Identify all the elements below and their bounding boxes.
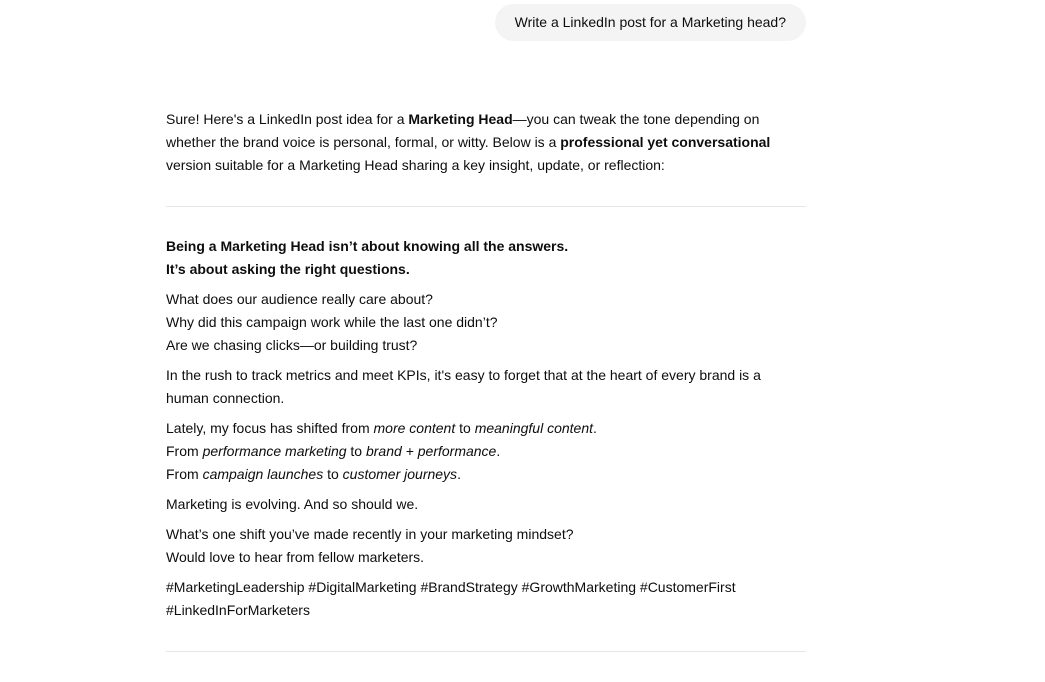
- text-run: From: [166, 466, 203, 482]
- evolving-paragraph: Marketing is evolving. And so should we.: [166, 496, 419, 512]
- intro-paragraph: [166, 108, 806, 177]
- bold-text-run: Being a Marketing Head isn’t about knowing all the answers.: [166, 238, 569, 254]
- text-run: version suitable for a Marketing Head sharing a key insight, update, or reflection:: [166, 157, 665, 173]
- kpi-paragraph: In the rush to track metrics and meet KPIs, it's easy to forget that at the heart of every brand is a human connection.: [166, 367, 761, 406]
- cta-paragraph: [166, 523, 806, 569]
- shifts-paragraph: [166, 417, 806, 486]
- text-run: —you can tweak the tone depending on whether the brand voice is personal, formal, or witty. Below is a: [166, 111, 760, 150]
- text-run: What does our audience really care about?: [166, 291, 433, 307]
- assistant-message: [166, 108, 806, 652]
- italic-text-run: meaningful content: [474, 420, 593, 436]
- text-run: Sure! Here's a LinkedIn post idea for a: [166, 111, 409, 127]
- italic-text-run: campaign launches: [202, 466, 324, 482]
- text-run: to: [346, 443, 366, 459]
- divider-top: [166, 206, 806, 207]
- text-run: Lately, my focus has shifted from: [166, 420, 374, 436]
- bold-text-run: Marketing Head: [408, 111, 513, 127]
- italic-text-run: brand + performance: [365, 443, 497, 459]
- bold-text-run: It’s about asking the right questions.: [166, 261, 410, 277]
- text-run: .: [593, 420, 597, 436]
- text-run: From: [166, 443, 203, 459]
- divider-bottom: [166, 651, 806, 652]
- user-message-row: [166, 4, 806, 41]
- text-run: What’s one shift you’ve made recently in your marketing mindset?: [166, 526, 574, 542]
- italic-text-run: customer journeys: [342, 466, 458, 482]
- text-run: to: [455, 420, 475, 436]
- text-run: .: [457, 466, 461, 482]
- chat-thread: [166, 0, 806, 680]
- text-run: .: [496, 443, 501, 459]
- bold-text-run: professional yet conversational: [560, 134, 771, 150]
- text-run: Would love to hear from fellow marketers.: [166, 549, 425, 565]
- hook-paragraph: [166, 235, 806, 281]
- text-run: to: [323, 466, 343, 482]
- user-message-bubble: [495, 4, 806, 41]
- italic-text-run: performance marketing: [202, 443, 347, 459]
- questions-paragraph: [166, 288, 806, 357]
- user-message-text: Write a LinkedIn post for a Marketing head?: [514, 14, 786, 30]
- text-run: Why did this campaign work while the last one didn’t?: [166, 314, 498, 330]
- text-run: Are we chasing clicks—or building trust?: [166, 337, 418, 353]
- hashtags-paragraph: #MarketingLeadership #DigitalMarketing #BrandStrategy #GrowthMarketing #CustomerFirst #LinkedInForMarketers: [166, 579, 736, 618]
- italic-text-run: more content: [373, 420, 456, 436]
